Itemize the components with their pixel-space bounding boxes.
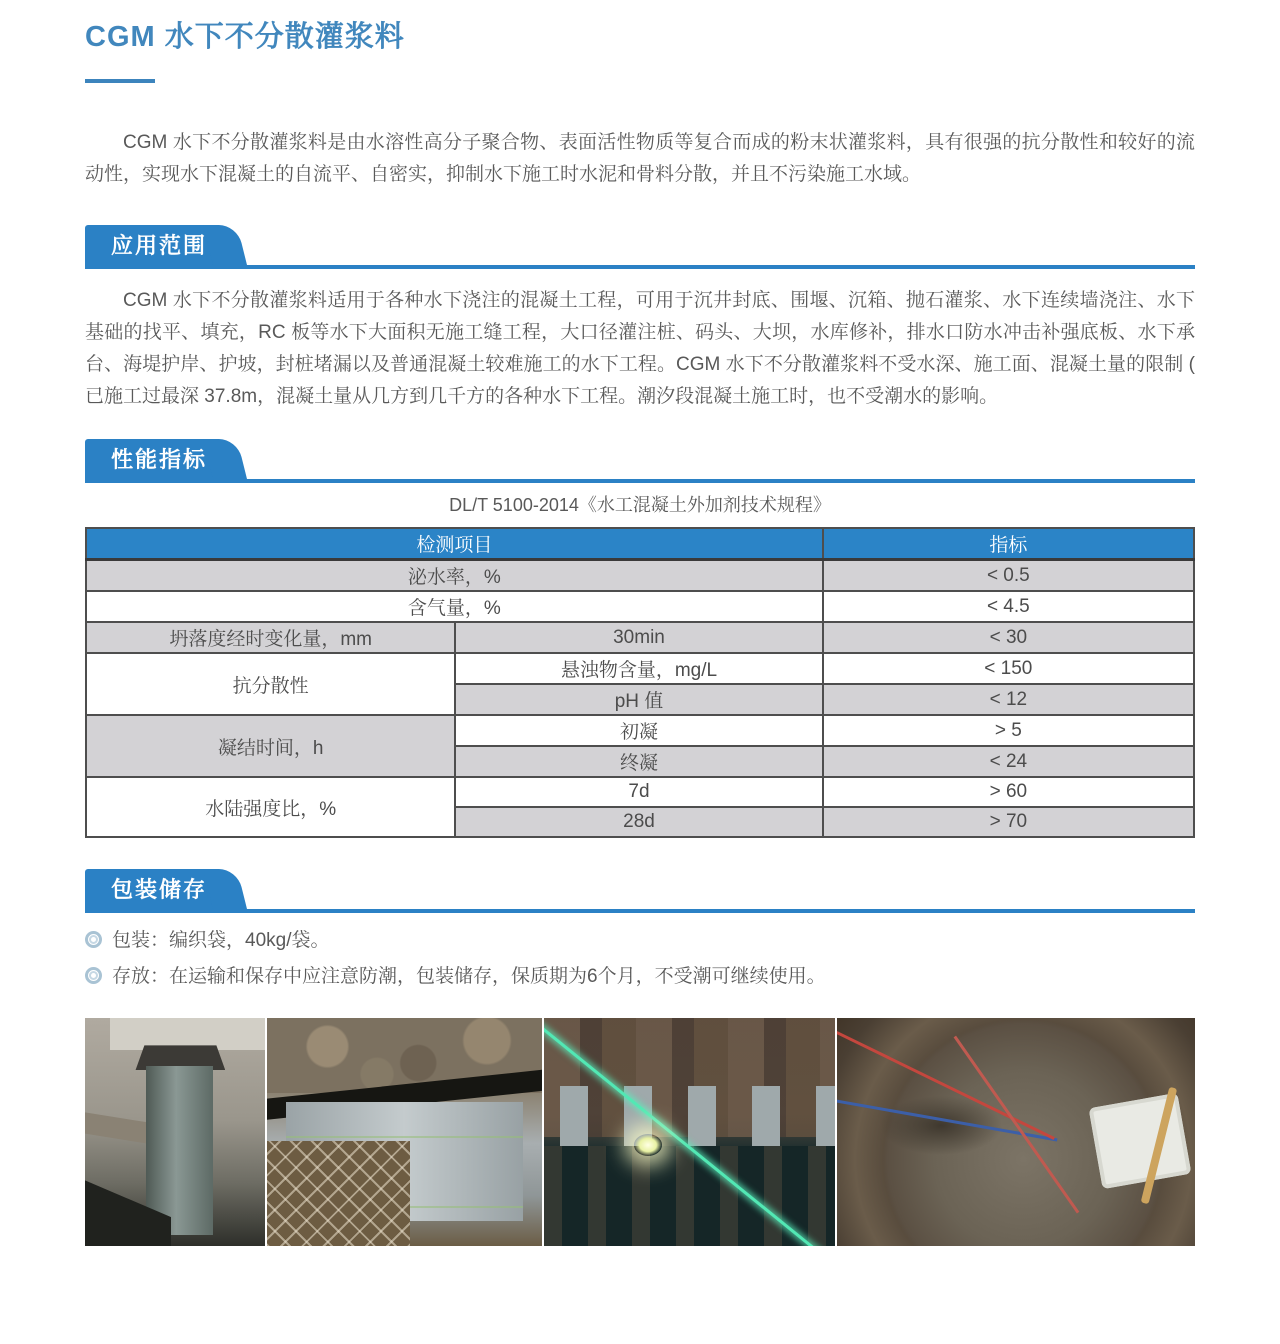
- photo-detail: [110, 1018, 265, 1050]
- section-badge-application: [85, 225, 229, 265]
- section-badge-label: 应用范围: [111, 233, 208, 258]
- item-bleeding-rate: 泌水率，%: [86, 560, 823, 592]
- value-final-set: < 24: [823, 746, 1194, 777]
- table-header-item: 检测项目: [86, 528, 823, 560]
- item-setting-time: 凝结时间，h: [86, 715, 455, 777]
- table-row: [86, 653, 1194, 684]
- photo-detail: [1088, 1093, 1190, 1189]
- item-air-content: 含气量，%: [86, 591, 823, 622]
- section-badge-packaging: [85, 869, 229, 909]
- ring-bullet-icon: [85, 967, 102, 984]
- application-paragraph: CGM 水下不分散灌浆料适用于各种水下浇注的混凝土工程，可用于沉井封底、围堰、沉箱、抛石灌浆、水下连续墙浇注、水下基础的找平、填充，RC 板等水下大面积无施工缝工程，大口径灌注桩、码头、大坝，水库修补，排水口防水冲击补强底板、水下承台、海堤护岸、护坡，封桩堵漏以及普通混凝土较难施工的水下工程。CGM 水下不分散灌浆料不受水深、施工面、混凝土量的限制 ( 已施工过最深 37.8m，混凝土量从几方到几千方的各种水下工程。潮汐段混凝土施工时，也不受潮水的影响。: [85, 290, 1195, 407]
- sub-7d: 7d: [455, 777, 822, 807]
- table-row: [86, 622, 1194, 653]
- condition-slump-change: 30min: [455, 622, 822, 653]
- packaging-bullet-list: [85, 927, 1195, 990]
- section-badge-label: 包装储存: [111, 877, 208, 902]
- title-underline: [85, 79, 155, 83]
- performance-table: [85, 527, 1195, 838]
- value-ph-value: < 12: [823, 684, 1194, 715]
- photo-detail: [146, 1066, 213, 1235]
- photo-caisson-sealing-pit: [837, 1018, 1195, 1246]
- photo-detail: [544, 1086, 835, 1145]
- item-anti-dispersion: 抗分散性: [86, 653, 455, 715]
- intro-paragraph: CGM 水下不分散灌浆料是由水溶性高分子聚合物、表面活性物质等复合而成的粉末状灌浆料，具有很强的抗分散性和较好的流动性，实现水下混凝土的自流平、自密实，抑制水下施工时水泥和骨料分散，并且不污染施工水域。: [85, 132, 1195, 185]
- document-page: [85, 0, 1195, 1246]
- value-28d: > 70: [823, 807, 1194, 837]
- item-strength-ratio: 水陆强度比，%: [86, 777, 455, 837]
- project-photo-strip: [85, 1018, 1195, 1246]
- table-row: [86, 715, 1194, 746]
- section-header-performance: [85, 439, 1195, 483]
- sub-initial-set: 初凝: [455, 715, 822, 746]
- photo-grouted-pile-column: [85, 1018, 265, 1246]
- sub-final-set: 终凝: [455, 746, 822, 777]
- list-item: [85, 963, 1195, 990]
- photo-pier-jacket-repair: [267, 1018, 542, 1246]
- bullet-text-storage: 存放：在运输和保存中应注意防潮，包装储存，保质期为6个月，不受潮可继续使用。: [112, 966, 826, 987]
- table-row: [86, 560, 1194, 592]
- sub-28d: 28d: [455, 807, 822, 837]
- list-item: [85, 927, 1195, 954]
- bullet-text-packaging: 包装：编织袋，40kg/袋。: [112, 930, 330, 951]
- sub-ph-value: pH 值: [455, 684, 822, 715]
- value-bleeding-rate: < 0.5: [823, 560, 1194, 592]
- photo-underwater-bridge-piers: [544, 1018, 835, 1246]
- value-air-content: < 4.5: [823, 591, 1194, 622]
- section-header-application: [85, 225, 1195, 269]
- value-slump-change: < 30: [823, 622, 1194, 653]
- table-row: [86, 591, 1194, 622]
- table-header-index: 指标: [823, 528, 1194, 560]
- ring-bullet-icon: [85, 931, 102, 948]
- sub-suspended-solids: 悬浊物含量，mg/L: [455, 653, 822, 684]
- standard-reference: DL/T 5100-2014《水工混凝土外加剂技术规程》: [449, 495, 831, 515]
- value-suspended-solids: < 150: [823, 653, 1194, 684]
- section-badge-label: 性能指标: [111, 447, 208, 472]
- value-7d: > 60: [823, 777, 1194, 807]
- value-initial-set: > 5: [823, 715, 1194, 746]
- section-header-packaging: [85, 869, 1195, 913]
- page-title: CGM 水下不分散灌浆料: [85, 21, 405, 53]
- table-row: [86, 777, 1194, 807]
- table-header-row: [86, 528, 1194, 560]
- section-badge-performance: [85, 439, 229, 479]
- item-slump-change: 坍落度经时变化量，mm: [86, 622, 455, 653]
- photo-detail: [267, 1141, 410, 1246]
